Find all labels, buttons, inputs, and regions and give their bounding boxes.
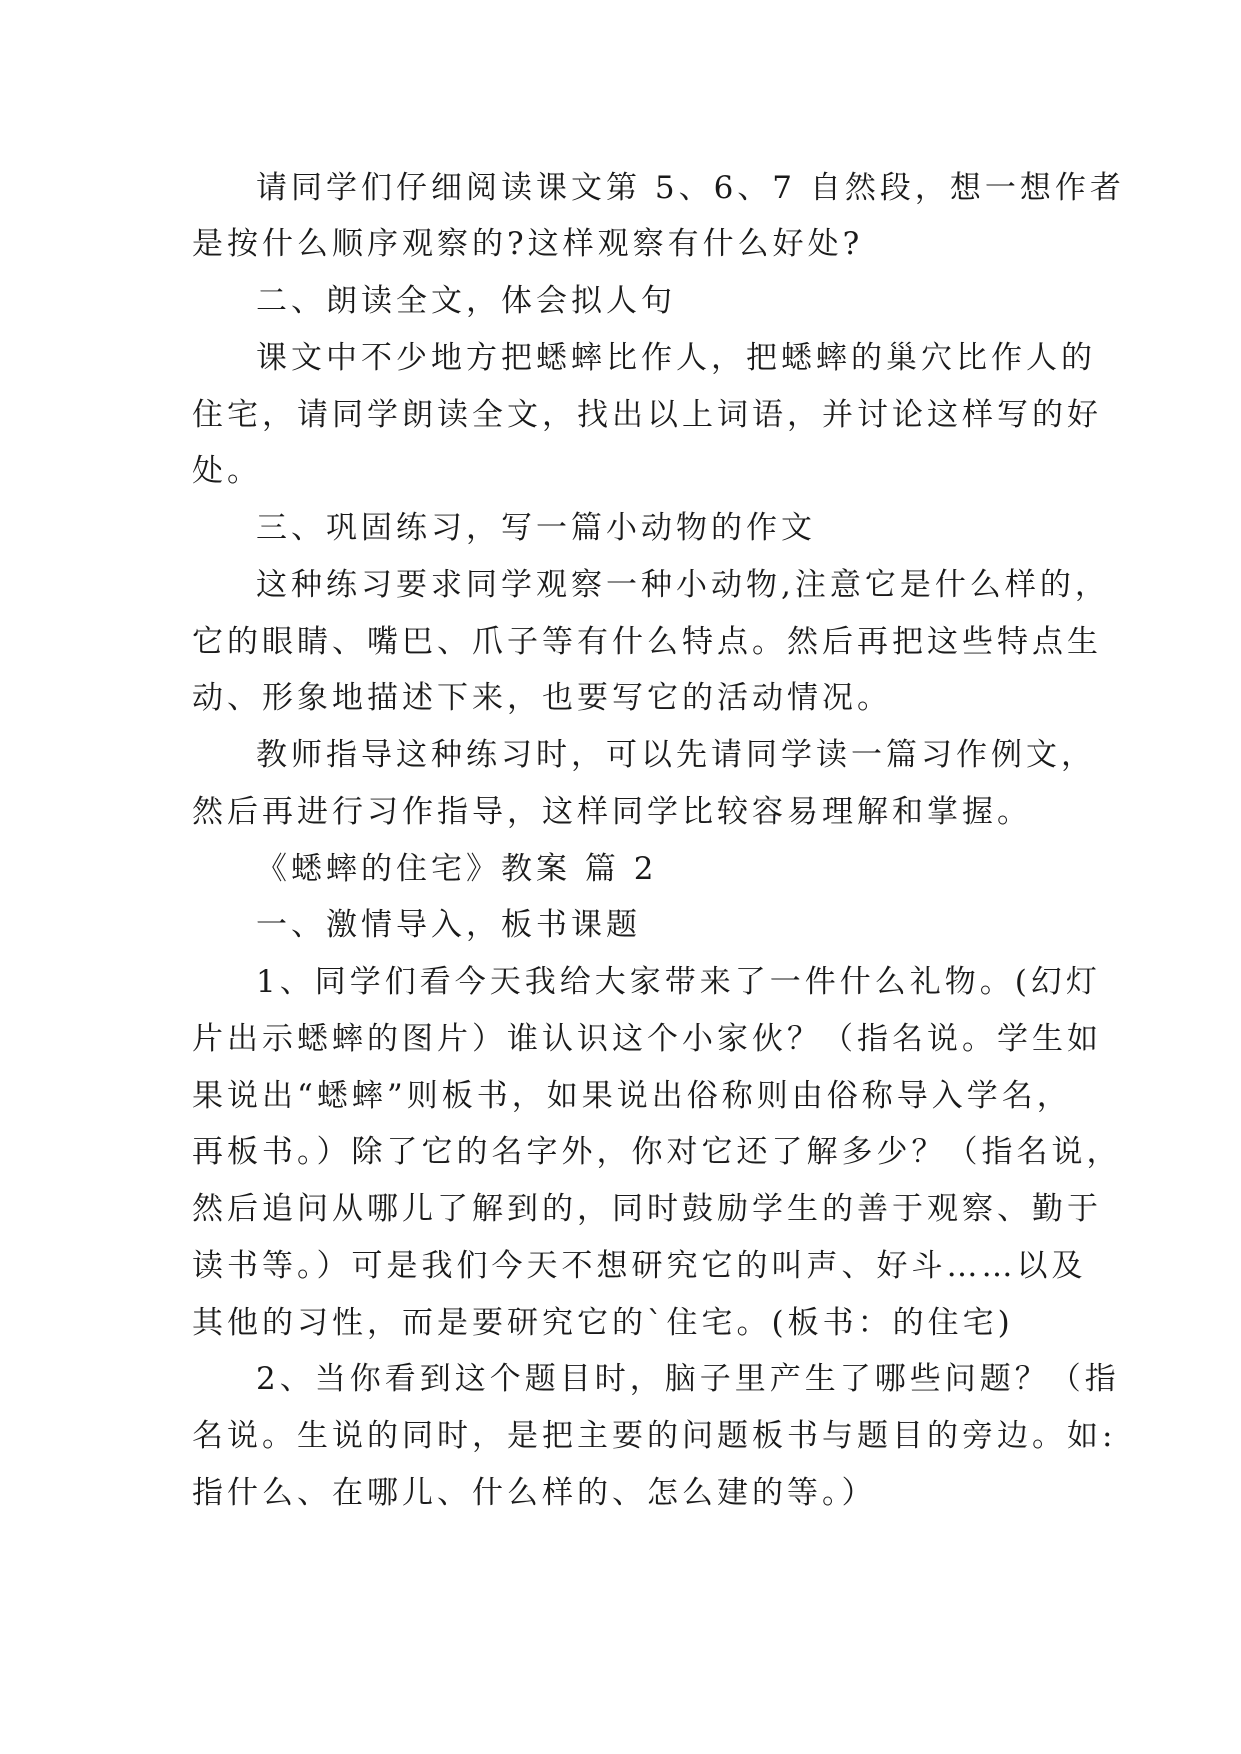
- paragraph-line: 读书等。）可是我们今天不想研究它的叫声、好斗……以及: [192, 1248, 1087, 1284]
- paragraph-line: 指什么、在哪儿、什么样的、怎么建的等。）: [192, 1475, 877, 1511]
- paragraph-line: 片出示蟋蟀的图片）谁认识这个小家伙？（指名说。学生如: [192, 1021, 1102, 1057]
- section-heading: 二、朗读全文，体会拟人句: [256, 283, 676, 319]
- paragraph-line: 然后再进行习作指导，这样同学比较容易理解和掌握。: [192, 794, 1032, 830]
- paragraph-line: 课文中不少地方把蟋蟀比作人，把蟋蟀的巢穴比作人的: [256, 340, 1096, 376]
- paragraph-line: 其他的习性，而是要研究它的`住宅。(板书：的住宅): [192, 1305, 1014, 1341]
- paragraph-line: 教师指导这种练习时，可以先请同学读一篇习作例文，: [256, 737, 1096, 773]
- paragraph-line: 住宅，请同学朗读全文，找出以上词语，并讨论这样写的好: [192, 397, 1102, 433]
- paragraph-line: 2、当你看到这个题目时，脑子里产生了哪些问题？（指: [256, 1361, 1120, 1397]
- paragraph-line: 这种练习要求同学观察一种小动物,注意它是什么样的，: [256, 567, 1110, 603]
- paragraph-line: 名说。生说的同时，是把主要的问题板书与题目的旁边。如:: [192, 1418, 1117, 1454]
- lesson-title: 《蟋蟀的住宅》教案 篇 2: [256, 851, 658, 887]
- paragraph-line: 它的眼睛、嘴巴、爪子等有什么特点。然后再把这些特点生: [192, 624, 1102, 660]
- section-heading: 一、激情导入，板书课题: [256, 907, 641, 943]
- paragraph-line: 果说出“蟋蟀”则板书，如果说出俗称则由俗称导入学名，: [192, 1078, 1072, 1114]
- paragraph-line: 1、同学们看今天我给大家带来了一件什么礼物。(幻灯: [256, 964, 1101, 1000]
- paragraph-line: 动、形象地描述下来，也要写它的活动情况。: [192, 680, 892, 716]
- section-heading: 三、巩固练习，写一篇小动物的作文: [256, 510, 816, 546]
- paragraph-line: 请同学们仔细阅读课文第 5、6、7 自然段，想一想作者: [256, 170, 1125, 206]
- paragraph-line: 处。: [192, 453, 262, 489]
- paragraph-line: 再板书。）除了它的名字外，你对它还了解多少？（指名说，: [192, 1134, 1122, 1170]
- paragraph-line: 是按什么顺序观察的?这样观察有什么好处?: [192, 226, 864, 262]
- paragraph-line: 然后追问从哪儿了解到的，同时鼓励学生的善于观察、勤于: [192, 1191, 1102, 1227]
